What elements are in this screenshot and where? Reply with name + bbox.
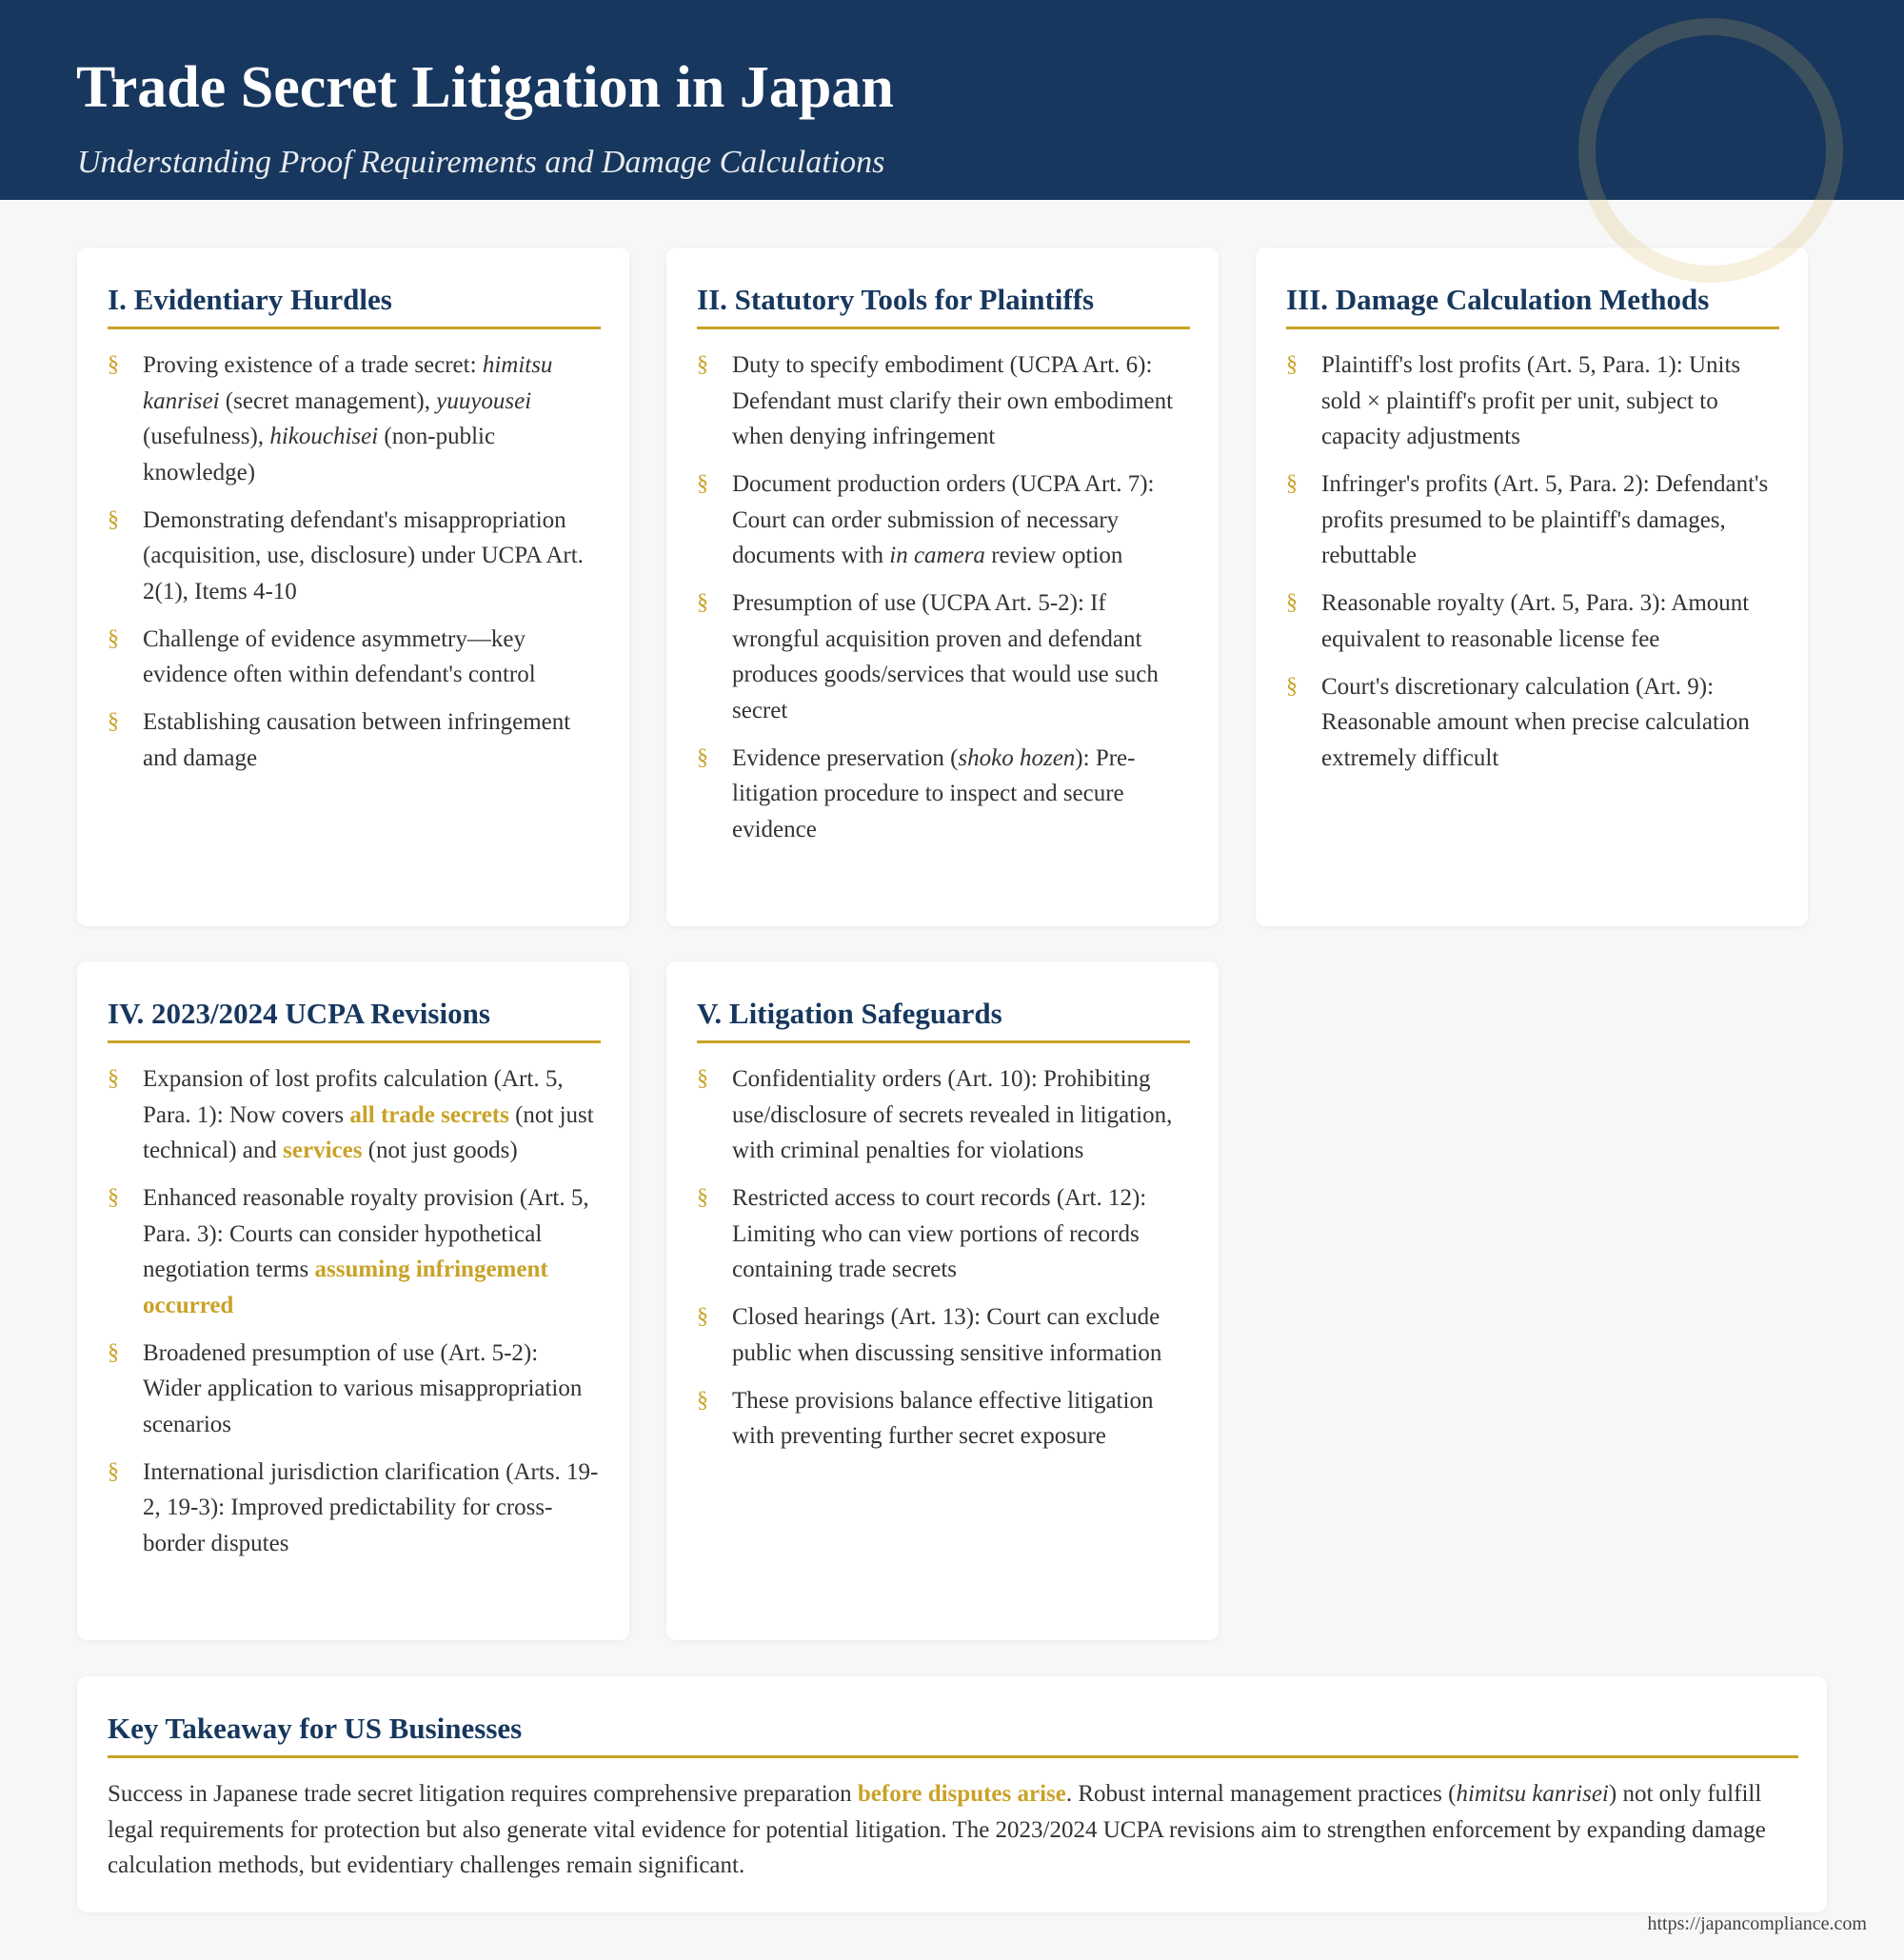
list-item — [108, 704, 601, 776]
section-marker-icon: § — [108, 506, 119, 532]
text-segment: Restricted access to court records (Art. 12): Limiting who can view portions of records containing trade secrets — [732, 1185, 1147, 1282]
list-item — [697, 741, 1190, 848]
section-marker-icon: § — [697, 590, 708, 615]
highlighted-term: all trade secrets — [349, 1101, 509, 1128]
source-url: https://japancompliance.com — [1647, 1913, 1867, 1934]
text-segment: Evidence preservation ( — [732, 744, 959, 771]
list-item-text — [143, 503, 601, 610]
list-item-text — [732, 466, 1190, 574]
section-marker-icon: § — [697, 1387, 708, 1413]
list-item-text — [732, 585, 1190, 728]
italic-term: himitsu kanrisei — [1456, 1781, 1609, 1807]
text-segment: Demonstrating defendant's misappropriation (acquisition, use, disclosure) under UCPA Art. 2(1), Items 4-10 — [143, 506, 584, 604]
text-segment: Plaintiff's lost profits (Art. 5, Para. 1): Units sold × plaintiff's profit per unit, subject to capacity adjustments — [1321, 352, 1741, 449]
card-damage-calculation — [1256, 247, 1808, 926]
text-segment: (non-public knowledge) — [143, 424, 496, 485]
list-item-text — [732, 1180, 1190, 1288]
list-item-text — [143, 704, 601, 776]
text-segment: (not just goods) — [362, 1138, 518, 1163]
text-segment: Expansion of lost profits calculation (Art. 5, Para. 1): Now covers — [143, 1066, 564, 1128]
list-item-text — [732, 1061, 1190, 1169]
list-item-text — [1321, 347, 1779, 455]
section-marker-icon: § — [1286, 673, 1298, 699]
text-segment: Presumption of use (UCPA Art. 5-2): If wrongful acquisition proven and defendant produces goods/services that would use such secret — [732, 590, 1159, 723]
list-item — [697, 466, 1190, 574]
text-segment: ) not only fulfill legal requirements for protection but also generate vital evidence for potential litigation. The 2023/2024 UCPA revisions aim to strengthen enforcement by expanding damage calculation methods, but evidentiary challenges remain significant. — [108, 1781, 1766, 1878]
section-marker-icon: § — [697, 352, 708, 377]
text-segment: International jurisdiction clarification (Arts. 19-2, 19-3): Improved predictability for cross-border disputes — [143, 1458, 599, 1556]
card-evidentiary-hurdles — [77, 247, 629, 926]
section-marker-icon: § — [1286, 590, 1298, 615]
section-marker-icon: § — [1286, 352, 1298, 377]
page-header — [0, 0, 1904, 200]
list-item — [108, 503, 601, 610]
list-item — [697, 347, 1190, 455]
list-item-text — [143, 622, 601, 693]
section-marker-icon: § — [108, 709, 119, 734]
text-segment: (not just technical) and — [143, 1101, 594, 1163]
section-marker-icon: § — [697, 1066, 708, 1091]
list-item — [697, 1299, 1190, 1371]
page-subtitle: Understanding Proof Requirements and Damage Calculations — [77, 145, 885, 180]
card-list — [697, 1061, 1190, 1455]
card-list — [1286, 347, 1779, 776]
section-marker-icon: § — [108, 352, 119, 377]
list-item — [1286, 347, 1779, 455]
section-marker-icon: § — [1286, 471, 1298, 496]
italic-term: in camera — [889, 543, 985, 568]
list-item-text — [732, 1383, 1190, 1455]
text-segment: Broadened presumption of use (Art. 5-2): Wider application to various misappropriation scenarios — [143, 1339, 583, 1437]
text-segment: Infringer's profits (Art. 5, Para. 2): Defendant's profits presumed to be plaintiff's damages, rebuttable — [1321, 471, 1769, 568]
section-marker-icon: § — [697, 1304, 708, 1329]
section-marker-icon: § — [697, 1185, 708, 1210]
section-marker-icon: § — [108, 1066, 119, 1091]
section-marker-icon: § — [108, 1339, 119, 1365]
card-heading: II. Statutory Tools for Plaintiffs — [697, 281, 1190, 329]
list-item — [697, 1180, 1190, 1288]
card-list — [697, 347, 1190, 847]
italic-term: himitsu kanrisei — [143, 352, 553, 414]
list-item-text — [143, 1180, 601, 1323]
text-segment: Closed hearings (Art. 13): Court can exclude public when discussing sensitive information — [732, 1304, 1162, 1366]
list-item-text — [1321, 466, 1779, 574]
section-marker-icon: § — [108, 625, 119, 651]
list-item-text — [143, 1061, 601, 1169]
list-item-text — [1321, 669, 1779, 777]
takeaway-heading: Key Takeaway for US Businesses — [108, 1710, 1798, 1758]
list-item — [108, 1336, 601, 1443]
section-marker-icon: § — [108, 1458, 119, 1484]
key-takeaway-box — [77, 1676, 1827, 1912]
list-item — [108, 1455, 601, 1562]
italic-term: yuuyousei — [436, 387, 532, 414]
card-litigation-safeguards — [666, 961, 1219, 1640]
card-heading: IV. 2023/2024 UCPA Revisions — [108, 995, 601, 1043]
text-segment: Establishing causation between infringement and damage — [143, 709, 571, 771]
italic-term: hikouchisei — [269, 424, 379, 449]
list-item-text — [732, 1299, 1190, 1371]
list-item-text — [143, 1455, 601, 1562]
list-item — [108, 1180, 601, 1323]
list-item-text — [143, 1336, 601, 1443]
section-marker-icon: § — [108, 1185, 119, 1210]
list-item-text — [732, 741, 1190, 848]
card-list — [108, 1061, 601, 1561]
list-item — [697, 1383, 1190, 1455]
list-item — [1286, 585, 1779, 657]
list-item-text — [143, 347, 601, 490]
text-segment: Reasonable royalty (Art. 5, Para. 3): Amount equivalent to reasonable license fee — [1321, 590, 1750, 652]
text-segment: Court's discretionary calculation (Art. 9): Reasonable amount when precise calculation extremely difficult — [1321, 673, 1750, 771]
list-item — [108, 347, 601, 490]
text-segment: review option — [984, 543, 1123, 568]
text-segment: Document production orders (UCPA Art. 7): Court can order submission of necessary documents with — [732, 471, 1155, 568]
takeaway-text — [108, 1776, 1798, 1884]
page-title: Trade Secret Litigation in Japan — [76, 55, 894, 120]
text-segment: Confidentiality orders (Art. 10): Prohibiting use/disclosure of secrets revealed in litigation, with criminal penalties for violations — [732, 1066, 1173, 1163]
highlighted-term: services — [283, 1138, 363, 1163]
list-item — [1286, 466, 1779, 574]
list-item — [697, 1061, 1190, 1169]
card-ucpa-revisions — [77, 961, 629, 1640]
text-segment: . Robust internal management practices ( — [1065, 1781, 1457, 1807]
card-heading: V. Litigation Safeguards — [697, 995, 1190, 1043]
list-item — [697, 585, 1190, 728]
section-marker-icon: § — [697, 471, 708, 496]
section-marker-icon: § — [697, 744, 708, 770]
text-segment: Duty to specify embodiment (UCPA Art. 6): Defendant must clarify their own embodiment when denying infringement — [732, 352, 1174, 449]
card-heading: I. Evidentiary Hurdles — [108, 281, 601, 329]
highlighted-term: assuming infringement occurred — [143, 1257, 548, 1318]
highlighted-term: before disputes arise — [857, 1781, 1066, 1807]
card-list — [108, 347, 601, 776]
list-item-text — [1321, 585, 1779, 657]
text-segment: These provisions balance effective litigation with preventing further secret exposure — [732, 1387, 1154, 1449]
text-segment: (secret management), — [219, 387, 437, 414]
text-segment: Success in Japanese trade secret litigation requires comprehensive preparation — [108, 1781, 858, 1807]
list-item — [108, 622, 601, 693]
card-heading: III. Damage Calculation Methods — [1286, 281, 1779, 329]
text-segment: Challenge of evidence asymmetry—key evidence often within defendant's control — [143, 625, 536, 687]
card-statutory-tools — [666, 247, 1219, 926]
italic-term: shoko hozen — [958, 744, 1076, 771]
list-item — [1286, 669, 1779, 777]
text-segment: Enhanced reasonable royalty provision (Art. 5, Para. 3): Courts can consider hypothetical negotiation terms — [143, 1185, 589, 1282]
list-item — [108, 1061, 601, 1169]
text-segment: Proving existence of a trade secret: — [143, 352, 483, 378]
list-item-text — [732, 347, 1190, 455]
text-segment: (usefulness), — [143, 424, 270, 449]
text-segment: ): Pre-litigation procedure to inspect and secure evidence — [732, 744, 1136, 842]
